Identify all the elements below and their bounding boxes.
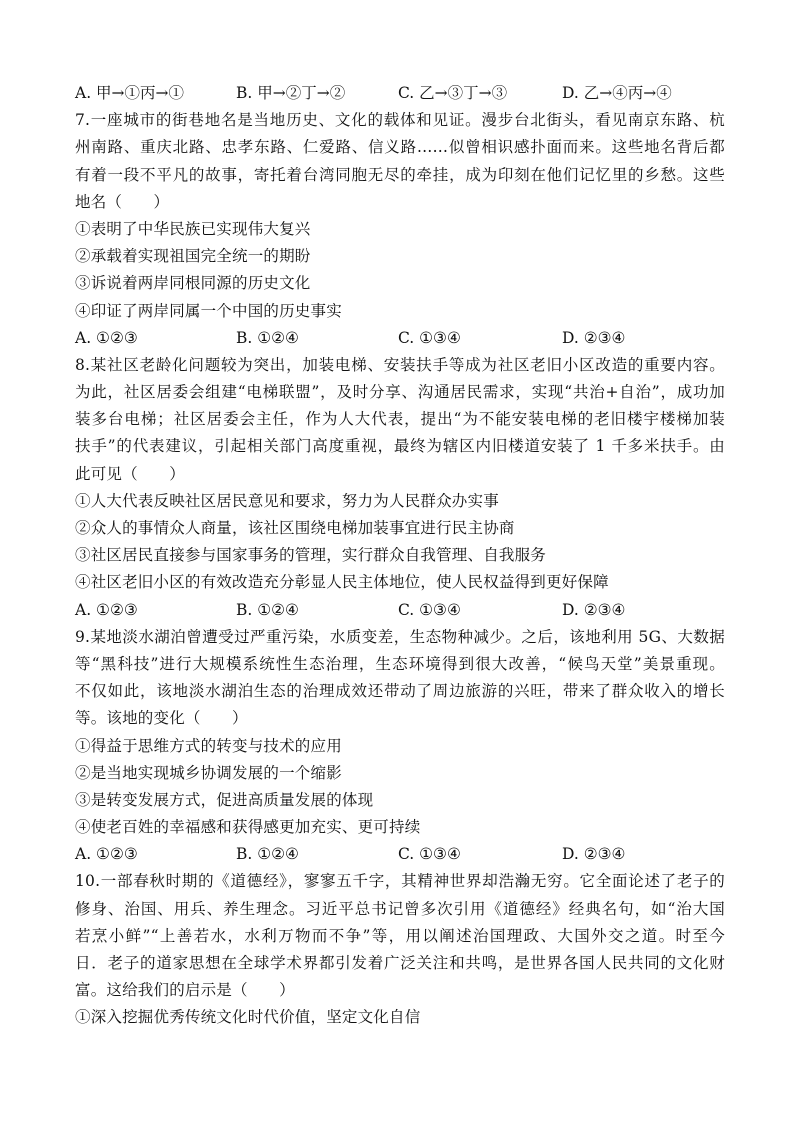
q8-option-c[interactable]: C. ①③④ [398,600,461,619]
q7-option-a[interactable]: A. ①②③ [75,328,138,347]
q10-stem-line: 若烹小鲜”“上善若水，水利万物而不争”等，用以阐述治国理政、大国外交之道。时至今 [75,926,725,945]
q7-statement-4: ④印证了两岸同属一个中国的历史事实 [75,301,342,320]
q10-statement-1: ①深入挖掘优秀传统文化时代价值，坚定文化自信 [75,1008,421,1027]
q7-stem-line: 有着一段不平凡的故事，寄托着台湾同胞无尽的牵挂，成为印刻在他们记忆里的乡愁。这些 [75,165,725,184]
q6-option-a[interactable]: A. 甲→①丙→① [75,84,185,102]
q10-stem-line: 日．老子的道家思想在全球学术界都引发着广泛关注和共鸣，是世界各国人民共同的文化财 [75,954,725,972]
q9-statement-2: ②是当地实现城乡协调发展的一个缩影 [75,763,342,782]
q9-stem-line: 等“黑科技”进行大规模系统性生态治理，生态环境得到很大改善，“候鸟天堂”美景重现。 [75,654,725,673]
q7-option-b[interactable]: B. ①②④ [236,328,299,347]
q7-statement-1: ①表明了中华民族已实现伟大复兴 [75,219,311,238]
q8-stem-line: 8.某社区老龄化问题较为突出，加装电梯、安装扶手等成为社区老旧小区改造的重要内容。 [75,355,725,374]
q9-option-c[interactable]: C. ①③④ [398,845,461,864]
q9-option-d[interactable]: D. ②③④ [562,845,626,864]
q8-statement-4: ④社区老旧小区的有效改造充分彰显人民主体地位，使人民权益得到更好保障 [75,573,609,592]
q8-stem-line: 扶手”的代表建议，引起相关部门高度重视，最终为辖区内旧楼道安装了 1 千多米扶手。由 [75,437,725,456]
q7-statement-2: ②承载着实现祖国完全统一的期盼 [75,247,311,266]
q8-stem-line: 此可见（ ） [75,464,185,483]
q9-options [75,841,725,868]
q6-options [75,80,725,107]
q6-option-c[interactable]: C. 乙→③丁→③ [398,84,508,102]
q9-option-b[interactable]: B. ①②④ [236,845,299,864]
q7-stem-line: 7.一座城市的街巷地名是当地历史、文化的载体和见证。漫步台北街头，看见南京东路、杭 [75,111,725,130]
question-9 [75,624,725,869]
q7-option-c[interactable]: C. ①③④ [398,328,461,347]
q8-statement-3: ③社区居民直接参与国家事务的管理，实行群众自我管理、自我服务 [75,546,547,565]
q9-statement-3: ③是转变发展方式，促进高质量发展的体现 [75,790,374,809]
q9-stem-line: 等。该地的变化（ ） [75,709,248,728]
question-10 [75,868,725,1031]
question-7 [75,107,725,352]
q8-statement-2: ②众人的事情众人商量，该社区围绕电梯加装事宜进行民主协商 [75,519,515,537]
q9-stem-line: 9.某地淡水湖泊曾遭受过严重污染，水质变差，生态物种减少。之后，该地利用 5G、大数据 [75,627,725,646]
q8-stem-line: 装多台电梯；社区居委会主任，作为人大代表，提出“为不能安装电梯的老旧楼宇楼梯加装 [75,410,725,429]
q10-stem-line: 10.一部春秋时期的《道德经》，寥寥五千字，其精神世界却浩瀚无穷。它全面论述了老子的 [75,872,725,891]
q7-statement-3: ③诉说着两岸同根同源的历史文化 [75,274,311,293]
q8-statement-1: ①人大代表反映社区居民意见和要求，努力为人民群众办实事 [75,491,499,510]
q8-option-a[interactable]: A. ①②③ [75,600,138,619]
q10-stem-line: 修身、治国、用兵、养生理念。习近平总书记曾多次引用《道德经》经典名句，如“治大国 [75,899,725,918]
q6-option-b[interactable]: B. 甲→②丁→② [236,84,346,102]
q7-stem-line: 州南路、重庆北路、忠孝东路、仁爱路、信义路……似曾相识感扑面而来。这些地名背后都 [75,138,725,157]
q9-option-a[interactable]: A. ①②③ [75,845,138,864]
q7-stem-line: 地名（ ） [75,192,170,211]
q8-option-d[interactable]: D. ②③④ [562,600,626,619]
question-8 [75,352,725,624]
exam-page [75,80,725,1032]
q8-options [75,597,725,624]
q7-options [75,325,725,352]
q10-stem-line: 富。这给我们的启示是（ ） [75,981,295,1000]
q7-option-d[interactable]: D. ②③④ [562,328,626,347]
q9-statement-4: ④使老百姓的幸福感和获得感更加充实、更可持续 [75,818,421,837]
q9-statement-1: ①得益于思维方式的转变与技术的应用 [75,736,342,755]
q6-option-d[interactable]: D. 乙→④丙→④ [562,84,672,102]
q9-stem-line: 不仅如此，该地淡水湖泊生态的治理成效还带动了周边旅游的兴旺，带来了群众收入的增长 [75,682,725,701]
q8-stem-line: 为此，社区居委会组建“电梯联盟”，及时分享、沟通居民需求，实现“共治+自治”，成功加 [75,383,725,402]
q8-option-b[interactable]: B. ①②④ [236,600,299,619]
